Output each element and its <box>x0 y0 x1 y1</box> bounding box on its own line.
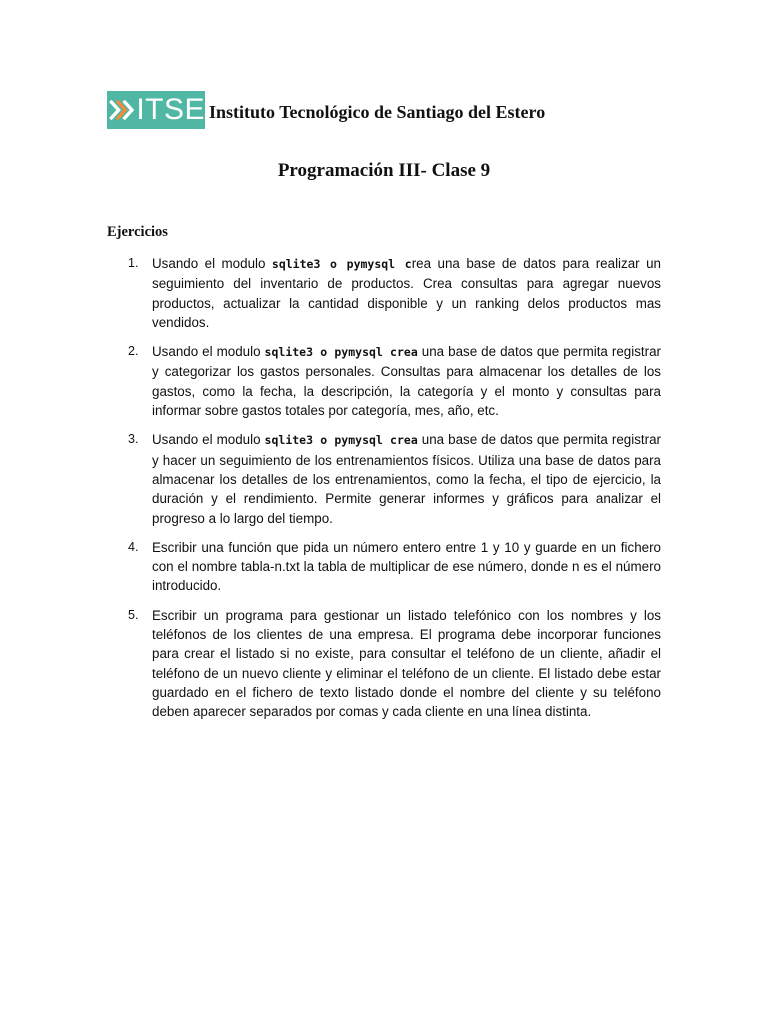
exercise-item-3 <box>0 430 768 527</box>
code-snippet: sqlite3 o pymysql crea <box>264 345 418 360</box>
exercise-text-post: rea una base de datos para realizar un seguimiento del inventario de productos. Crea consultas para agregar nuevos productos, actualizar la cantidad disponible y un ranking delos productos mas vendidos. <box>152 256 661 330</box>
exercise-text-pre: Usando el modulo <box>152 344 265 360</box>
exercise-text-post: una base de datos que permita registrar y categorizar los gastos personales. Consultas para almacenar los detalles de los gastos, como la fecha, la descripción, la categoría y el monto y consultas para informar sobre gastos totales por categoría, mes, año, etc. <box>152 344 661 419</box>
exercise-list <box>0 254 768 732</box>
exercise-text <box>152 254 661 332</box>
exercise-item-4 <box>0 538 768 596</box>
exercise-text-pre: Usando el modulo <box>152 432 265 448</box>
exercise-number: 4. <box>128 539 139 554</box>
exercise-item-1 <box>0 254 768 332</box>
exercise-number: 2. <box>128 344 139 359</box>
exercise-text <box>152 430 661 527</box>
exercise-number: 1. <box>128 256 139 270</box>
exercise-item-2 <box>0 342 768 420</box>
exercise-text: Escribir un programa para gestionar un listado telefónico con los nombres y los teléfonos de los clientes de una empresa. El programa debe incorporar funciones para crear el listado si no existe, para consultar el teléfono de un cliente, añadir el teléfono de un nuevo cliente y eliminar el teléfono de un cliente. El listado debe estar guardado en el fichero de texto listado donde el nombre del cliente y su teléfono deben aparecer separados por comas y cada cliente en una línea distinta. <box>152 607 661 720</box>
chevrons-icon <box>107 91 135 129</box>
exercise-text <box>152 342 661 420</box>
exercise-text-pre: Usando el modulo <box>152 256 272 271</box>
exercise-text-post: una base de datos que permita registrar y hacer un seguimiento de los entrenamientos físicos. Utiliza una base de datos para almacenar los detalles de los entrenamientos, como la fecha, el tipo de ejercicio, la duración y el rendimiento. Permite generar informes y gráficos para analizar el progreso a lo largo del tiempo. <box>152 432 661 526</box>
exercise-text: Escribir una función que pida un número entero entre 1 y 10 y guarde en un fichero con el nombre tabla-n.txt la tabla de multiplicar de ese número, donde n es el número introducido. <box>152 539 661 594</box>
exercise-item-5 <box>0 606 768 722</box>
section-heading: Ejercicios <box>107 224 168 240</box>
institute-name: Instituto Tecnológico de Santiago del Estero <box>209 102 546 122</box>
code-snippet: sqlite3 o pymysql crea <box>264 433 418 448</box>
itse-logo <box>107 91 205 129</box>
logo-text: ITSE <box>136 93 205 126</box>
exercise-number: 3. <box>128 432 139 447</box>
document-header <box>107 91 545 129</box>
page-title: Programación III- Clase 9 <box>277 160 491 181</box>
code-snippet: sqlite3 o pymysql c <box>271 257 412 271</box>
exercise-number: 5. <box>128 607 139 622</box>
